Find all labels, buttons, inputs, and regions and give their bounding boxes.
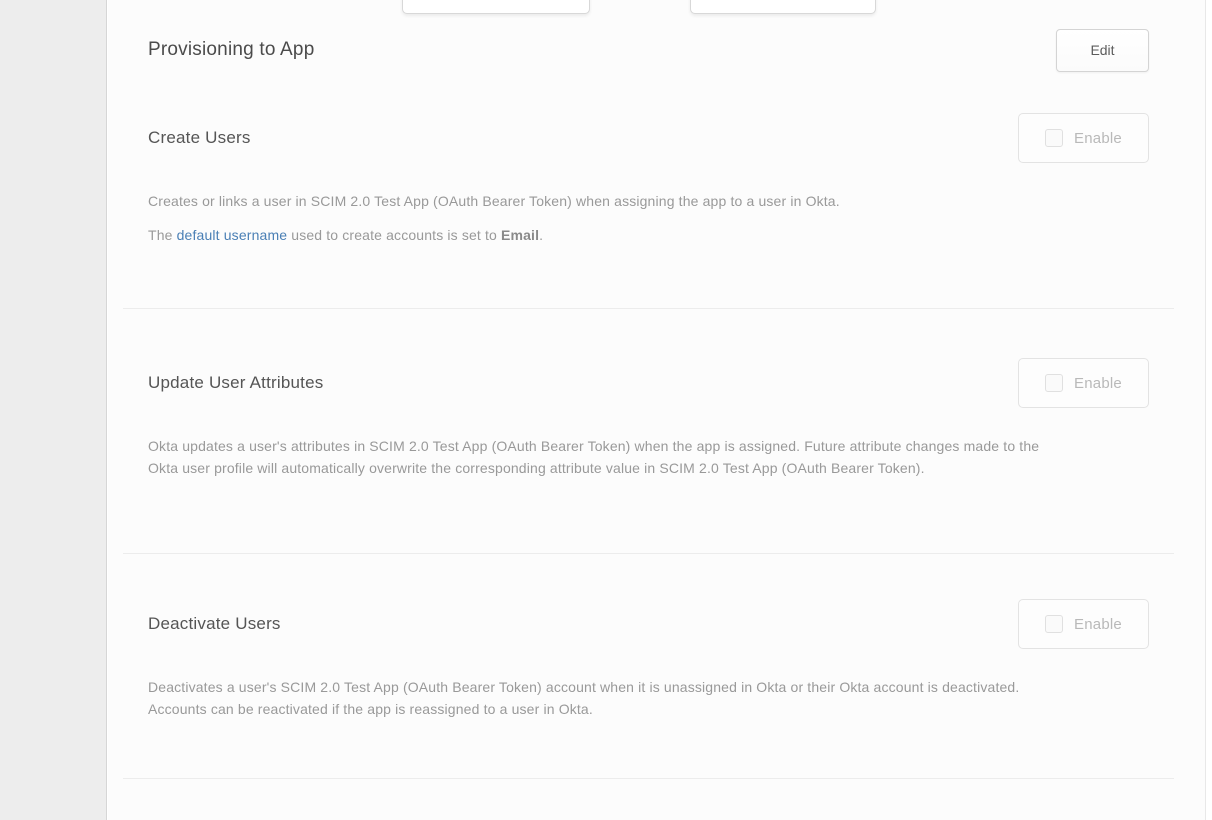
section-divider [123, 553, 1174, 554]
default-username-note [148, 224, 1048, 246]
cut-off-nav-button-left[interactable] [402, 0, 590, 14]
enable-label: Enable [1074, 129, 1122, 147]
create-users-description: Creates or links a user in SCIM 2.0 Test App (OAuth Bearer Token) when assigning the app to a user in Okta. [148, 193, 840, 209]
section-divider [123, 778, 1174, 779]
update-user-attributes-heading: Update User Attributes [148, 373, 324, 392]
create-users-heading: Create Users [148, 128, 251, 147]
provisioning-header-row [148, 28, 1149, 72]
note-text: used to create accounts is set to [287, 227, 502, 243]
page-title: Provisioning to App [148, 39, 315, 60]
deactivate-users-enable-toggle[interactable] [1018, 599, 1149, 649]
note-bold-email: Email [501, 227, 540, 243]
note-text: The [148, 227, 177, 243]
section-row [148, 112, 1149, 164]
panel-content [108, 0, 1205, 779]
section-deactivate-users [148, 598, 1149, 779]
checkbox-icon [1045, 374, 1063, 392]
section-create-users [148, 112, 1149, 309]
section-row [148, 598, 1149, 650]
checkbox-icon [1045, 615, 1063, 633]
checkbox-icon [1045, 129, 1063, 147]
enable-label: Enable [1074, 615, 1122, 633]
left-sidebar [0, 0, 107, 820]
default-username-link[interactable]: default username [176, 227, 288, 243]
update-user-attributes-enable-toggle[interactable] [1018, 358, 1149, 408]
section-update-user-attributes [148, 357, 1149, 554]
deactivate-users-heading: Deactivate Users [148, 614, 281, 633]
cut-off-nav-button-right[interactable] [690, 0, 876, 14]
provisioning-settings-panel [108, 0, 1206, 820]
note-text: . [539, 227, 544, 243]
enable-label: Enable [1074, 374, 1122, 392]
section-row [148, 357, 1149, 409]
deactivate-users-description: Deactivates a user's SCIM 2.0 Test App (OAuth Bearer Token) account when it is unassigned in Okta or their Okta account is deactivated. Accounts can be reactivated if the app is reassigned to a user in Okta. [148, 679, 1020, 717]
create-users-enable-toggle[interactable] [1018, 113, 1149, 163]
update-user-attributes-description: Okta updates a user's attributes in SCIM 2.0 Test App (OAuth Bearer Token) when the app is assigned. Future attribute changes made to the Okta user profile will automatically overwrite the corresponding attribute value in SCIM 2.0 Test App (OAuth Bearer Token). [148, 438, 1040, 476]
edit-button[interactable]: Edit [1056, 29, 1149, 72]
section-divider [123, 308, 1174, 309]
